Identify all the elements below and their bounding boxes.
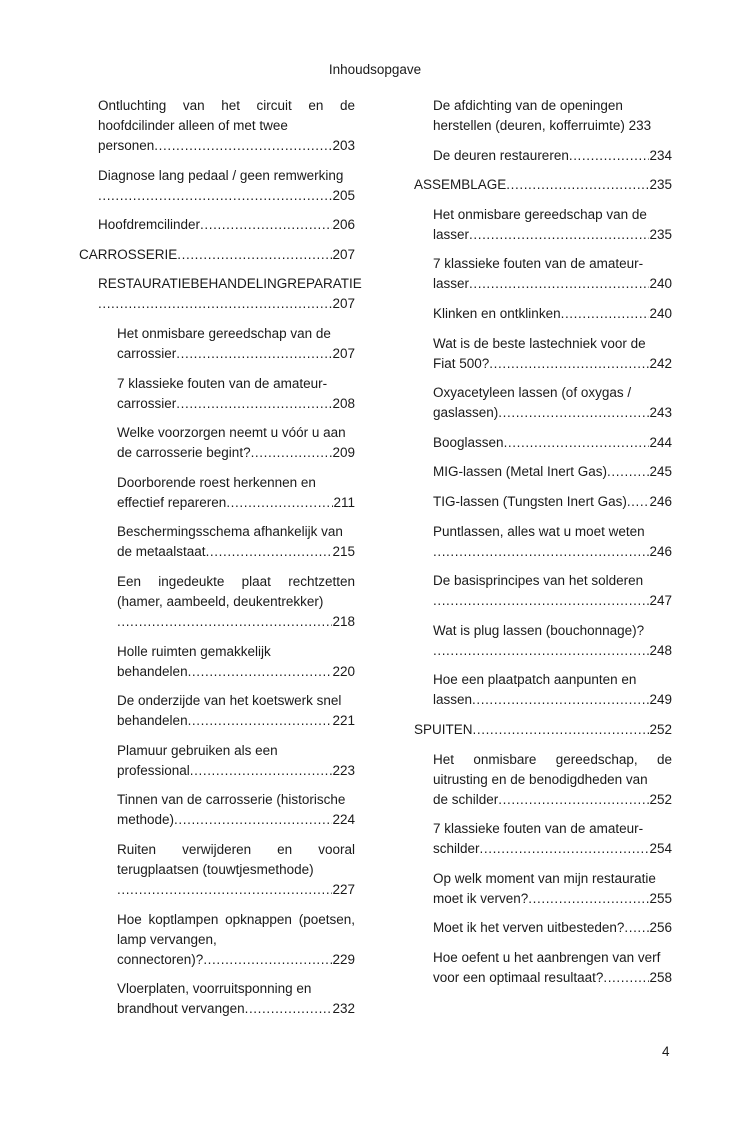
toc-entry-title-end: behandelen [117,663,188,679]
toc-entry-title: 7 klassieke fouten van de amateur- [117,375,328,391]
toc-entry[interactable] [117,572,355,632]
dot-leader [117,612,332,632]
toc-page-number: 255 [649,890,672,906]
toc-entry-title: Hoe een plaatpatch aanpunten en [433,672,637,688]
toc-entry-title: Doorborende roest herkennen en [117,474,316,490]
toc-entry-title: Het onmisbare gereedschap van de [117,325,331,341]
toc-entry[interactable] [433,433,672,453]
toc-page-number: 205 [332,187,355,203]
toc-entry[interactable] [117,423,355,463]
toc-entry-title-end: Booglassen [433,434,504,450]
toc-entry-title: Het onmisbare gereedschap, de uitrusting en de benodigdheden van [433,751,672,787]
toc-entry[interactable] [79,245,355,265]
toc-entry-leader-line [433,146,672,166]
toc-page-number: 240 [649,276,672,292]
dot-leader [433,641,649,661]
toc-entry-title-end: methode) [117,812,175,828]
toc-page-number: 215 [332,544,355,560]
toc-entry-leader-line [433,641,672,661]
dot-leader [603,968,649,988]
toc-entry[interactable] [433,750,672,810]
toc-entry-title: Ruiten verwijderen en vooral terugplaatsen (touwtjesmethode) [117,841,355,877]
toc-entry-title-end: De deuren restaureren [433,147,569,163]
dot-leader [489,354,649,374]
toc-entry-title: Het onmisbare gereedschap van de [433,206,647,222]
toc-entry-title: Wat is plug lassen (bouchonnage)? [433,622,645,638]
dot-leader [174,810,332,830]
toc-page-number: 244 [649,434,672,450]
toc-entry[interactable] [433,869,672,909]
toc-entry-leader-line [117,612,355,632]
toc-entry-title-end: brandhout vervangen [117,1001,245,1017]
toc-entry-title-end: gaslassen) [433,405,499,421]
toc-entry-leader-line [433,403,672,423]
toc-entry-leader-line [433,918,672,938]
toc-entry-title-end: schilder [433,841,480,857]
toc-page-number: 242 [649,355,672,371]
toc-entry-title-end: lasser [433,276,470,292]
toc-entry-leader-line [117,761,355,781]
toc-page-number: 232 [332,1001,355,1017]
dot-leader [472,690,649,710]
toc-entry-leader-line [433,354,672,374]
dot-leader [561,304,650,324]
toc-entry-title-end: SPUITEN [414,721,473,737]
dot-leader [117,880,332,900]
toc-entry[interactable] [117,790,355,830]
dot-leader [98,186,332,206]
toc-page-number: 256 [649,920,672,936]
toc-entry[interactable] [117,642,355,682]
toc-page-number: 249 [649,692,672,708]
toc-entry-title-end: lassen [433,692,473,708]
toc-entry-title: Puntlassen, alles wat u moet weten [433,523,645,539]
toc-entry-title: De basisprincipes van het solderen [433,573,644,589]
toc-entry-leader-line [414,720,672,740]
dot-leader [251,443,333,463]
toc-entry-title: RESTAURATIEBEHANDELINGREPARATIE [98,276,362,292]
dot-leader [473,720,650,740]
toc-entry-title-end: herstellen (deuren, kofferruimte) [433,118,625,133]
dot-leader [433,591,649,611]
toc-entry[interactable] [433,571,672,611]
toc-entry-title: Wat is de beste lastechniek voor de [433,335,646,351]
toc-page-number: 243 [649,405,672,421]
toc-page-number: 206 [332,217,355,233]
dot-leader [200,215,332,235]
toc-entry-title-end: ASSEMBLAGE [414,177,507,193]
toc-entry-title-end: effectief repareren [117,494,227,510]
toc-entry-leader-line [433,968,672,988]
toc-entry-leader-line [117,493,355,513]
toc-page-number: 235 [649,226,672,242]
toc-entry[interactable] [117,374,355,414]
toc-entry-leader-line [433,462,672,482]
toc-entry-leader-line [98,215,355,235]
dot-leader [226,493,333,513]
toc-entry[interactable] [433,205,672,245]
toc-entry-leader-line [433,274,672,294]
toc-entry-leader-line [117,711,355,731]
dot-leader [203,950,332,970]
toc-entry[interactable] [433,948,672,988]
toc-entry[interactable] [98,96,355,156]
toc-entry-title: Welke voorzorgen neemt u vóór u aan [117,425,346,441]
toc-entry-title-end: lasser [433,226,470,242]
toc-entry-leader-line [433,116,672,136]
toc-entry-title-end: connectoren)? [117,951,204,967]
toc-page-number: 247 [649,593,672,609]
toc-entry-leader-line [433,433,672,453]
toc-entry[interactable] [117,473,355,513]
toc-entry[interactable] [433,96,672,136]
dot-leader [188,711,333,731]
toc-column-left [79,96,362,1029]
toc-page-number: 224 [332,812,355,828]
toc-entry-title: Hoe oefent u het aanbrengen van verf [433,949,661,965]
toc-entry-title-end: personen [98,138,155,153]
toc-entry-title-end: carrossier [117,395,177,411]
toc-page-number: 223 [332,762,355,778]
toc-entry[interactable] [433,462,672,482]
toc-entry[interactable] [98,274,362,314]
toc-entry-leader-line [117,394,355,414]
toc-entry-title-end: carrossier [117,345,177,361]
toc-page-number: 246 [649,543,672,559]
toc-entry[interactable] [433,254,672,294]
toc-entry-leader-line [117,810,355,830]
toc-entry-title-end: behandelen [117,713,188,729]
toc-entry-title: Plamuur gebruiken als een [117,742,278,758]
dot-leader [607,462,649,482]
toc-entry-leader-line [117,542,355,562]
toc-entry-leader-line [98,294,355,314]
dot-leader [528,889,649,909]
toc-entry-leader-line [79,245,355,265]
toc-entry-leader-line [433,225,672,245]
toc-entry[interactable] [433,383,672,423]
toc-entry-leader-line [117,662,355,682]
dot-leader [504,433,650,453]
page-number: 4 [662,1044,670,1059]
toc-entry-title: Beschermingsschema afhankelijk van [117,524,343,540]
dot-leader [206,542,333,562]
toc-entry[interactable] [117,840,355,900]
toc-entry-title: Diagnose lang pedaal / geen remwerking [98,167,344,183]
dot-leader [627,492,650,512]
toc-entry-title-end: de schilder [433,791,499,807]
toc-page-number: 227 [332,881,355,897]
page-header-title: Inhoudsopgave [328,62,422,77]
dot-leader [190,761,333,781]
dot-leader [245,999,333,1019]
toc-page-number: 221 [332,713,355,729]
toc-entry-title-end: de metaalstaat [117,544,206,560]
toc-page-number: 240 [649,305,672,321]
toc-entry-leader-line [117,950,355,970]
toc-entry-leader-line [433,542,672,562]
toc-entry-leader-line [433,492,672,512]
toc-entry-leader-line [98,186,355,206]
toc-page-number: 234 [649,147,672,163]
toc-entry[interactable] [433,146,672,166]
toc-entry[interactable] [433,621,672,661]
toc-entry[interactable] [117,324,355,364]
toc-entry-title-end: Fiat 500? [433,355,490,371]
toc-entry[interactable] [117,522,355,562]
toc-entry-leader-line [433,889,672,909]
toc-column-right [414,96,672,997]
dot-leader [506,175,649,195]
dot-leader [177,245,332,265]
dot-leader [498,403,649,423]
toc-entry-title-end: voor een optimaal resultaat? [433,969,604,985]
toc-entry-title-end: Moet ik het verven uitbesteden? [433,920,625,936]
toc-entry[interactable] [433,918,672,938]
toc-entry-title: Op welk moment van mijn restauratie [433,870,656,886]
toc-entry-title-end: MIG-lassen (Metal Inert Gas) [433,464,608,480]
toc-entry[interactable] [414,720,672,740]
toc-entry-leader-line [433,304,672,324]
toc-entry[interactable] [117,691,355,731]
toc-page-number: 208 [332,395,355,411]
toc-entry-title-end: professional [117,762,190,778]
dot-leader [624,918,649,938]
toc-entry[interactable] [117,910,355,970]
toc-page-number: 248 [649,642,672,658]
toc-entry-title: Een ingedeukte plaat rechtzetten (hamer, aambeeld, deukentrekker) [117,573,355,609]
toc-entry-leader-line [433,839,672,859]
toc-page-number: 229 [332,951,355,967]
toc-page-number: 252 [649,791,672,807]
toc-entry-title-end: moet ik verven? [433,890,529,906]
toc-entry[interactable] [433,819,672,859]
toc-entry-title: De onderzijde van het koetswerk snel [117,693,342,709]
toc-entry-leader-line [117,880,355,900]
toc-page-number: 211 [333,494,355,510]
toc-entry-leader-line [433,591,672,611]
dot-leader [176,344,332,364]
toc-entry-title: Tinnen van de carrosserie (historische [117,792,346,808]
toc-entry[interactable] [433,670,672,710]
toc-entry-title: De afdichting van de openingen [433,98,623,113]
toc-entry-title: Oxyacetyleen lassen (of oxygas / [433,385,632,401]
toc-entry[interactable] [414,175,672,195]
toc-entry[interactable] [433,334,672,374]
toc-page-number: 254 [649,841,672,857]
toc-entry-leader-line [433,690,672,710]
toc-page-number: 246 [649,493,672,509]
toc-entry-title-end: Hoofdremcilinder [98,217,201,233]
dot-leader [98,294,332,314]
dot-leader [498,790,649,810]
toc-entry[interactable] [433,492,672,512]
toc-entry-leader-line [117,443,355,463]
dot-leader [469,225,649,245]
toc-entry[interactable] [117,741,355,781]
toc-entry-title-end: TIG-lassen (Tungsten Inert Gas) [433,493,627,509]
toc-page-number: 207 [332,345,355,361]
toc-page-number: 252 [649,721,672,737]
toc-page-number: 235 [649,177,672,193]
toc-entry-leader-line [117,999,355,1019]
toc-entry[interactable] [433,522,672,562]
toc-entry-title: 7 klassieke fouten van de amateur- [433,821,644,837]
toc-entry-title-end: de carrosserie begint? [117,445,251,461]
toc-page-number: 218 [332,613,355,629]
toc-page-number: 207 [332,246,355,262]
toc-page-number: 233 [628,118,652,133]
dot-leader [154,136,332,156]
toc-entry[interactable] [117,979,355,1019]
toc-page-number: 209 [332,445,355,461]
toc-entry[interactable] [433,304,672,324]
toc-page-number: 258 [649,969,672,985]
toc-page-number: 245 [649,464,672,480]
toc-entry-leader-line [98,136,355,156]
toc-entry[interactable] [98,215,355,235]
toc-entry-title: Vloerplaten, voorruitsponning en [117,981,312,997]
toc-entry-title: Hoe koptlampen opknappen (poetsen, lamp vervangen, [117,911,355,947]
dot-leader [433,542,649,562]
toc-entry-title: 7 klassieke fouten van de amateur- [433,256,644,272]
toc-entry-title: Ontluchting van het circuit en de hoofdcilinder alleen of met twee [98,98,355,133]
toc-entry-title-end: Klinken en ontklinken [433,305,561,321]
toc-page-number: 203 [332,138,355,153]
toc-page-number: 220 [332,663,355,679]
toc-entry-leader-line [414,175,672,195]
toc-page-number: 207 [332,296,355,312]
toc-entry[interactable] [98,166,355,206]
toc-entry-title-end: CARROSSERIE [79,246,178,262]
dot-leader [188,662,333,682]
dot-leader [569,146,650,166]
toc-entry-title: Holle ruimten gemakkelijk [117,643,271,659]
dot-leader [176,394,332,414]
toc-entry-leader-line [117,344,355,364]
dot-leader [469,274,649,294]
dot-leader [480,839,650,859]
toc-entry-leader-line [433,790,672,810]
